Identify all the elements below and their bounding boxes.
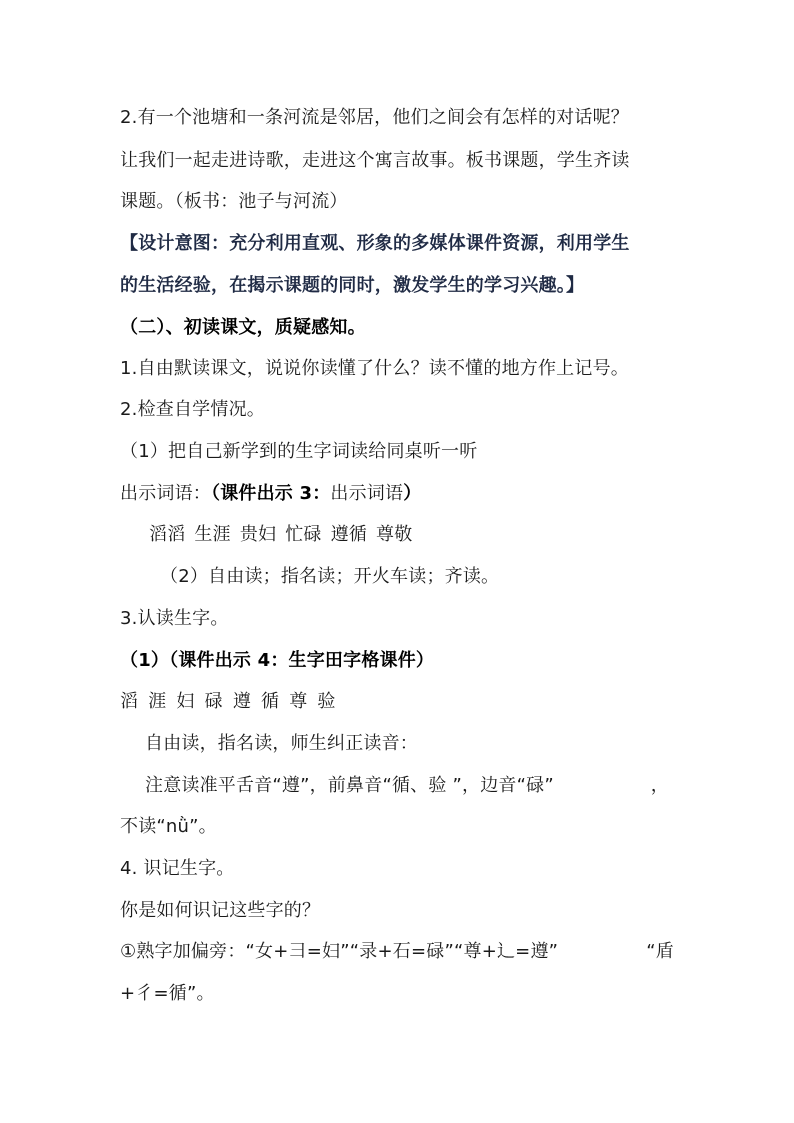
paragraph-line: 不读“nǜ”。: [120, 816, 217, 837]
design-intent-line: 的生活经验，在揭示课题的同时，激发学生的学习兴趣。】: [120, 275, 585, 296]
pronunciation-note-text: 注意读准平舌音“遵”，前鼻音“循、验 ”，边音“碌”: [145, 775, 554, 796]
new-character: 涯: [148, 691, 167, 712]
new-character: 遵: [232, 691, 252, 712]
radical-method-line: [120, 940, 674, 964]
paragraph-line: 2.有一个池塘和一条河流是邻居，他们之间会有怎样的对话呢？: [120, 107, 629, 128]
new-character: 循: [261, 691, 280, 712]
courseware-heading: （1）（课件出示 4：生字田字格课件）: [120, 650, 435, 671]
pronunciation-note: [145, 774, 669, 798]
vocabulary-word: 尊敬: [376, 524, 413, 545]
paragraph-line: 1.自由默读课文，说说你读懂了什么？读不懂的地方作上记号。: [120, 358, 629, 379]
vocabulary-word: 忙碌: [285, 524, 322, 545]
paragraph-line: 让我们一起走进诗歌，走进这个寓言故事。板书课题，学生齐读: [120, 150, 630, 171]
paragraph-line: +彳=循”。: [120, 983, 215, 1004]
new-character: 验: [317, 691, 336, 712]
courseware-note-close: ）: [403, 483, 422, 504]
design-intent-line: 【设计意图：充分利用直观、形象的多媒体课件资源，利用学生: [120, 233, 630, 254]
paragraph-line: 你是如何识记这些字的？: [120, 900, 321, 921]
courseware-note-text: 出示词语: [330, 483, 404, 504]
show-words-label: 出示词语：: [120, 483, 211, 504]
vocabulary-word: 遵循: [330, 524, 368, 545]
paragraph-line: 3.认读生字。: [120, 608, 229, 629]
paragraph-line: 自由读，指名读，师生纠正读音：: [145, 733, 418, 754]
radical-method-tail: “盾: [646, 941, 674, 962]
vocabulary-list: [149, 523, 421, 547]
vocabulary-word: 滔滔: [149, 524, 186, 545]
show-words-line: [120, 482, 421, 506]
new-character: 滔: [120, 691, 139, 712]
paragraph-line: 2.检查自学情况。: [120, 399, 265, 420]
paragraph-line: 4. 识记生字。: [120, 858, 235, 879]
courseware-note: （课件出示 3：: [211, 483, 331, 504]
new-character: 碌: [204, 691, 223, 712]
section-heading: （二）、初读课文，质疑感知。: [120, 317, 366, 338]
pronunciation-note-comma: ，: [650, 775, 669, 796]
character-list: [120, 690, 346, 714]
paragraph-line: 课题。（板书：池子与河流）: [120, 191, 348, 212]
new-character: 妇: [176, 691, 195, 712]
vocabulary-word: 生涯: [194, 524, 231, 545]
vocabulary-word: 贵妇: [239, 524, 277, 545]
paragraph-line: （2）自由读；指名读；开火车读；齐读。: [160, 566, 500, 587]
paragraph-line: （1）把自己新学到的生字词读给同桌听一听: [120, 441, 478, 462]
radical-method-text: ①熟字加偏旁：“女+彐=妇”“录+石=碌”“尊+辶=遵”: [120, 941, 559, 962]
new-character: 尊: [289, 691, 308, 712]
